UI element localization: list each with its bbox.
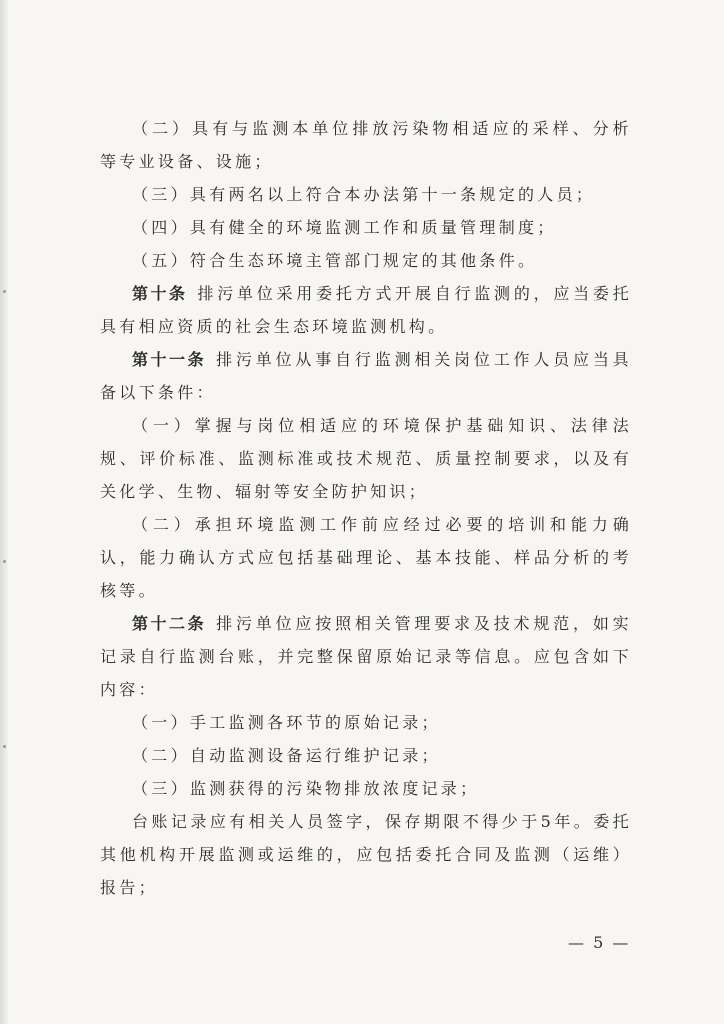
paragraph-text: （五）符合生态环境主管部门规定的其他条件。	[132, 251, 538, 270]
article-number: 第十条	[132, 284, 188, 303]
paragraph	[100, 409, 632, 508]
paragraph-text: （一）掌握与岗位相适应的环境保护基础知识、法律法规、评价标准、监测标准或技术规范、质量控制要求，以及有关化学、生物、辐射等安全防护知识；	[100, 416, 632, 501]
paragraph	[100, 178, 632, 211]
paragraph-text: （三）监测获得的污染物排放浓度记录；	[132, 779, 480, 798]
paragraph-text: 排污单位应按照相关管理要求及技术规范，如实记录自行监测台账，并完整保留原始记录等信息。应包含如下内容：	[100, 614, 632, 699]
scan-dot	[3, 560, 6, 563]
paragraph-text: 排污单位采用委托方式开展自行监测的，应当委托具有相应资质的社会生态环境监测机构。	[100, 284, 632, 336]
paragraph	[100, 706, 632, 739]
paragraph	[100, 112, 632, 178]
article-number: 第十一条	[132, 350, 207, 369]
article-number: 第十二条	[132, 614, 207, 633]
paragraph	[100, 508, 632, 607]
paragraph	[100, 277, 632, 343]
page-number: — 5 —	[568, 933, 631, 952]
scan-edge	[0, 0, 8, 1024]
paragraph	[100, 739, 632, 772]
scan-dot	[3, 290, 6, 293]
paragraph-text: （二）承担环境监测工作前应经过必要的培训和能力确认，能力确认方式应包括基础理论、基本技能、样品分析的考核等。	[100, 515, 632, 600]
paragraph	[100, 244, 632, 277]
paragraph	[100, 343, 632, 409]
paragraph	[100, 805, 632, 904]
paragraph-text: （四）具有健全的环境监测工作和质量管理制度；	[132, 218, 557, 237]
paragraph-text: （二）自动监测设备运行维护记录；	[132, 746, 441, 765]
paragraph-text: （一）手工监测各环节的原始记录；	[132, 713, 441, 732]
paragraph	[100, 607, 632, 706]
document-body	[100, 112, 632, 904]
paragraph	[100, 211, 632, 244]
paragraph-text: （三）具有两名以上符合本办法第十一条规定的人员；	[132, 185, 596, 204]
paragraph	[100, 772, 632, 805]
paragraph-text: （二）具有与监测本单位排放污染物相适应的采样、分析等专业设备、设施；	[100, 119, 632, 171]
scan-dot	[3, 745, 6, 748]
paragraph-text: 台账记录应有相关人员签字，保存期限不得少于5年。委托其他机构开展监测或运维的，应包括委托合同及监测（运维）报告；	[100, 812, 632, 897]
paragraph-text: 排污单位从事自行监测相关岗位工作人员应当具备以下条件：	[100, 350, 632, 402]
